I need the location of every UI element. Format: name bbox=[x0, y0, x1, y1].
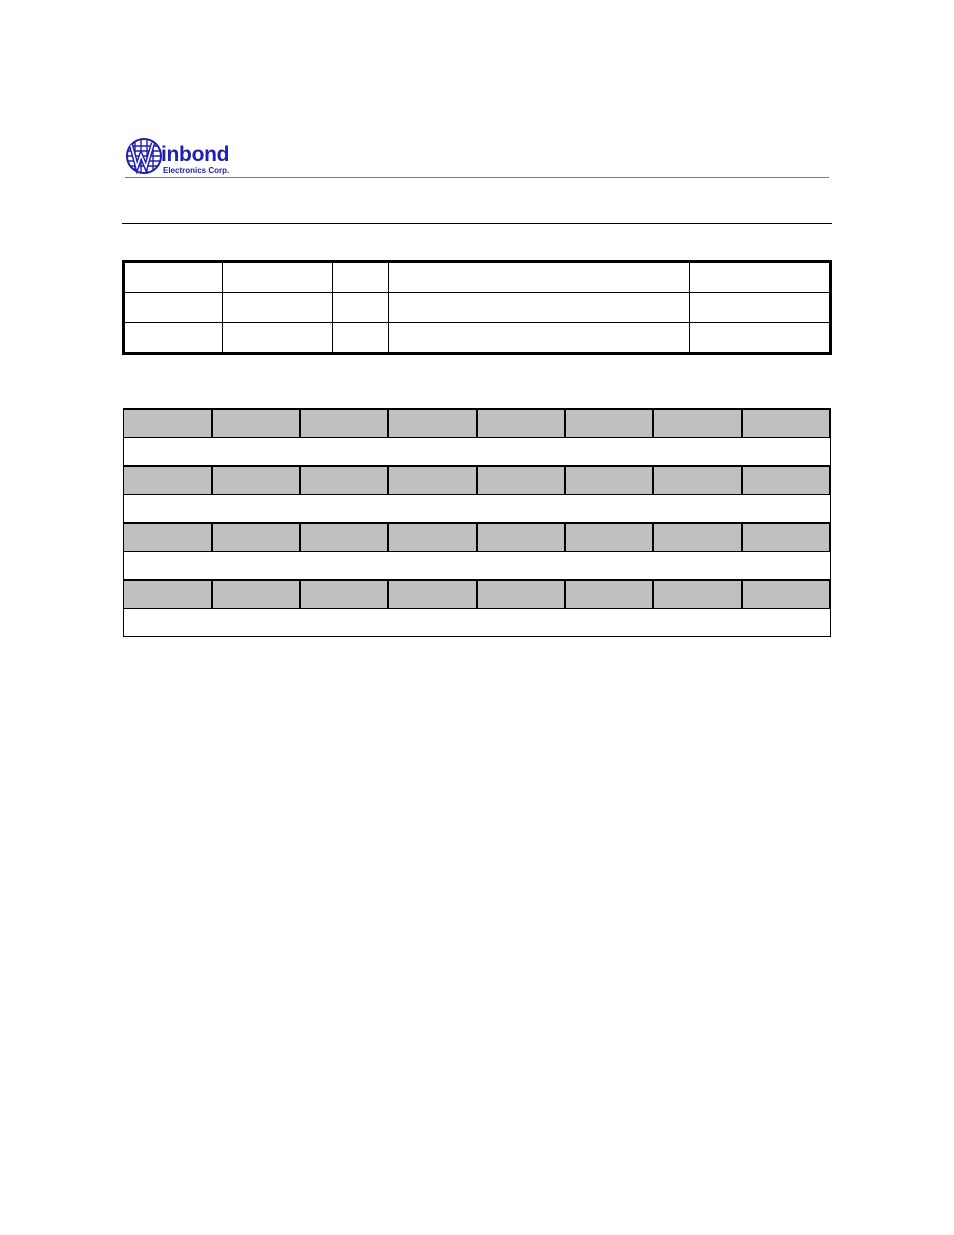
bit-cell bbox=[300, 523, 388, 552]
bit-map-table bbox=[123, 408, 831, 637]
bit-cell bbox=[300, 580, 388, 609]
bit-row bbox=[124, 523, 831, 552]
register-info-table bbox=[122, 260, 832, 355]
bit-cell bbox=[212, 580, 300, 609]
description-row bbox=[124, 552, 831, 581]
logo-wordmark: inbond bbox=[161, 143, 230, 166]
description-row bbox=[124, 609, 831, 637]
bit-cell bbox=[653, 580, 741, 609]
table-cell bbox=[689, 293, 830, 323]
description-cell bbox=[124, 609, 831, 637]
table-cell bbox=[689, 262, 830, 293]
bit-cell bbox=[742, 523, 830, 552]
bit-row bbox=[124, 580, 831, 609]
bit-row bbox=[124, 466, 831, 495]
bit-cell bbox=[300, 409, 388, 438]
bit-cell bbox=[742, 466, 830, 495]
bit-row bbox=[124, 409, 831, 438]
description-row bbox=[124, 438, 831, 467]
table-cell bbox=[388, 323, 689, 354]
table-cell bbox=[222, 293, 333, 323]
bit-cell bbox=[477, 580, 565, 609]
bit-cell bbox=[742, 580, 830, 609]
bit-cell bbox=[300, 466, 388, 495]
table-row bbox=[124, 293, 831, 323]
bit-cell bbox=[653, 523, 741, 552]
bit-cell bbox=[124, 409, 212, 438]
description-cell bbox=[124, 495, 831, 524]
bit-cell bbox=[124, 466, 212, 495]
bit-cell bbox=[565, 466, 653, 495]
table-cell bbox=[124, 323, 223, 354]
section-divider bbox=[122, 223, 832, 224]
bit-cell bbox=[388, 466, 476, 495]
bit-cell bbox=[565, 409, 653, 438]
table-cell bbox=[124, 262, 223, 293]
table-cell bbox=[333, 293, 389, 323]
bit-cell bbox=[212, 523, 300, 552]
table-cell bbox=[333, 262, 389, 293]
table-cell bbox=[388, 262, 689, 293]
bit-cell bbox=[388, 409, 476, 438]
bit-cell bbox=[388, 523, 476, 552]
description-cell bbox=[124, 552, 831, 581]
bit-cell bbox=[565, 580, 653, 609]
bit-cell bbox=[565, 523, 653, 552]
bit-cell bbox=[124, 580, 212, 609]
bit-cell bbox=[388, 580, 476, 609]
logo-subtitle: Electronics Corp. bbox=[163, 166, 230, 175]
table-cell bbox=[333, 323, 389, 354]
table-cell bbox=[222, 262, 333, 293]
table-cell bbox=[388, 293, 689, 323]
description-row bbox=[124, 495, 831, 524]
table-cell bbox=[689, 323, 830, 354]
table-row bbox=[124, 262, 831, 293]
winbond-logo bbox=[125, 137, 255, 179]
bit-cell bbox=[124, 523, 212, 552]
bit-cell bbox=[477, 409, 565, 438]
table-cell bbox=[222, 323, 333, 354]
bit-cell bbox=[212, 466, 300, 495]
bit-cell bbox=[742, 409, 830, 438]
bit-cell bbox=[653, 409, 741, 438]
table-row bbox=[124, 323, 831, 354]
bit-cell bbox=[212, 409, 300, 438]
header-divider bbox=[125, 177, 829, 178]
globe-icon bbox=[125, 137, 165, 177]
bit-cell bbox=[477, 466, 565, 495]
table-cell bbox=[124, 293, 223, 323]
bit-cell bbox=[477, 523, 565, 552]
bit-cell bbox=[653, 466, 741, 495]
description-cell bbox=[124, 438, 831, 467]
